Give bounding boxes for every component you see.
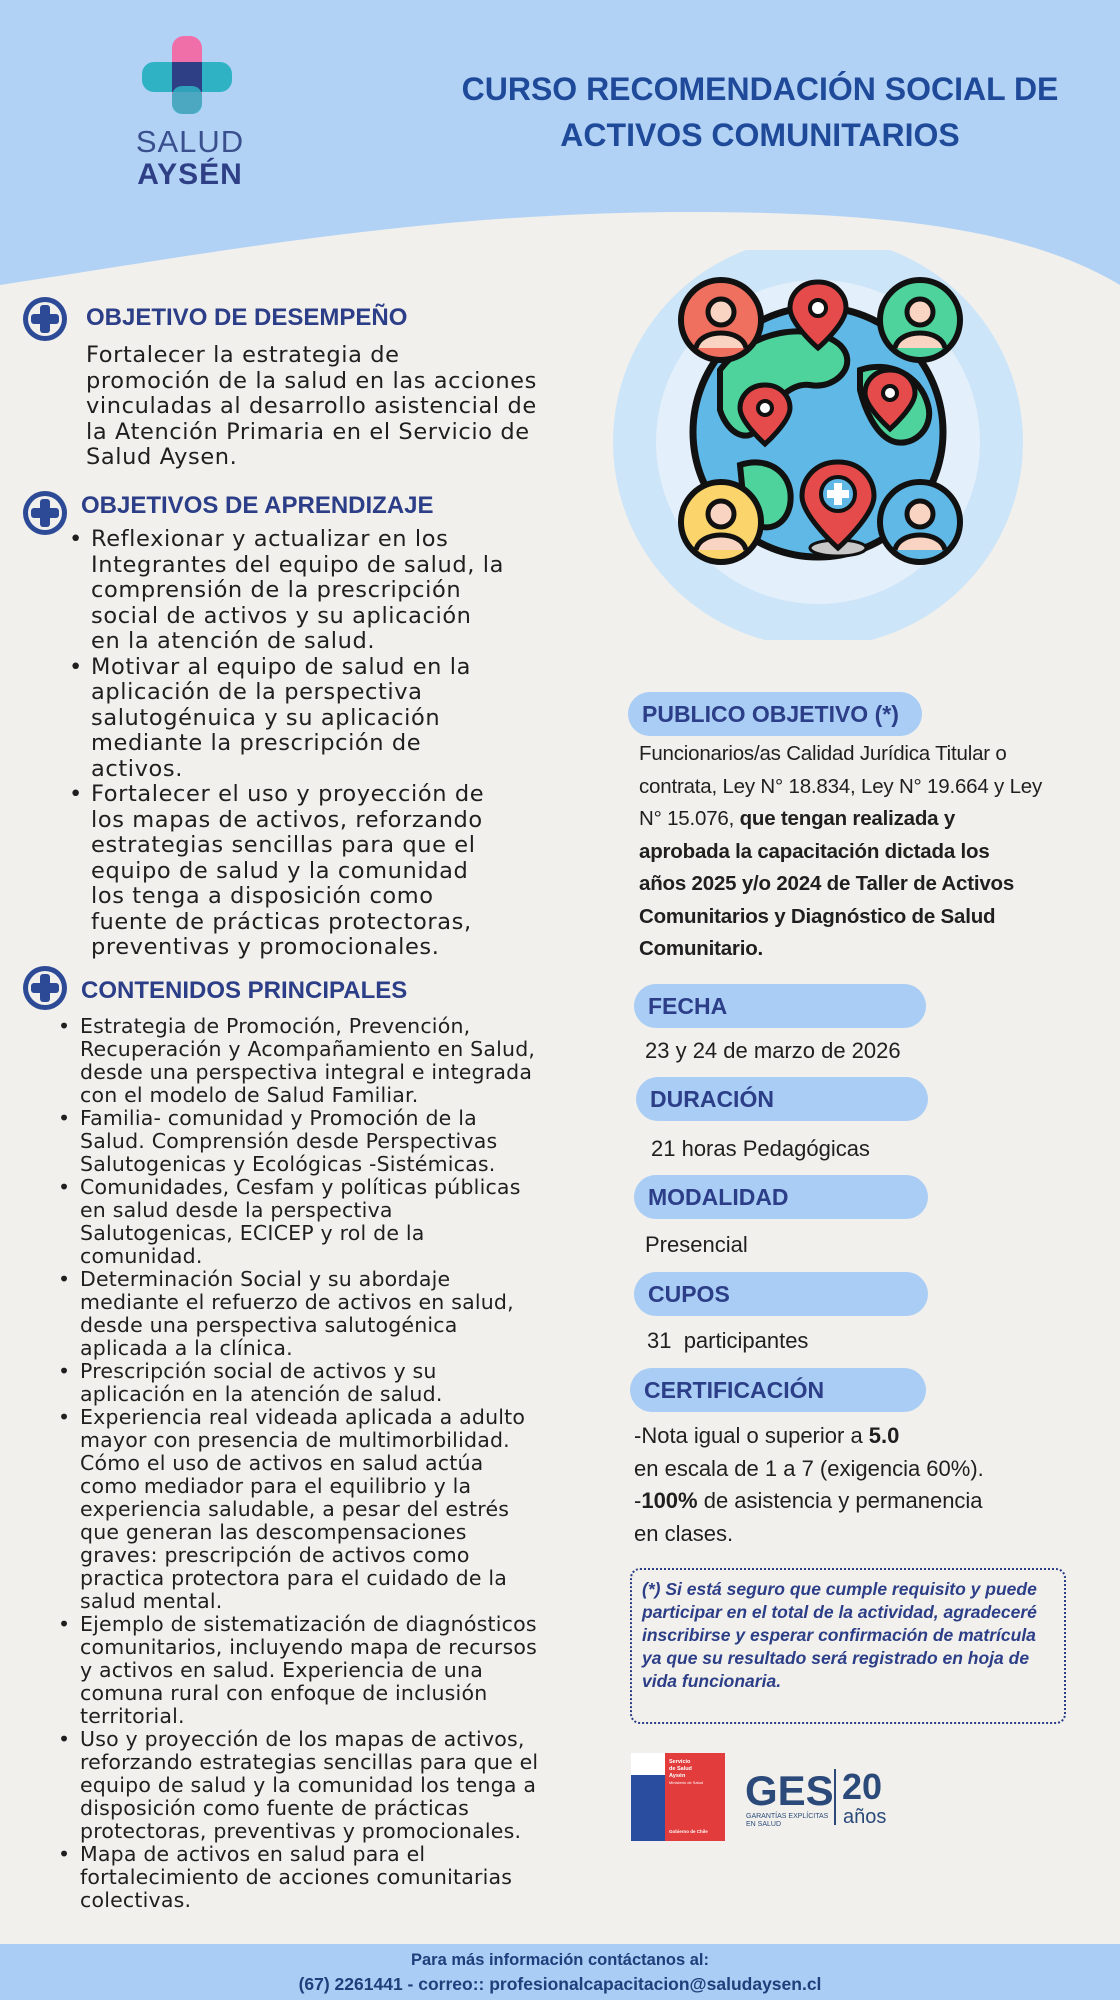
text-line: aprobada la capacitación dictada los [639, 839, 990, 863]
text-line: desde una perspectiva integral e integrada [80, 1060, 533, 1084]
text-span-bold: 5.0 [868, 1423, 900, 1448]
course-title-line1: CURSO RECOMENDACIÓN SOCIAL DE [461, 71, 1059, 107]
text-line: reforzando estrategias sencillas para que el [80, 1750, 539, 1774]
text-line [639, 803, 1079, 836]
text-line: estrategias sencillas para que el [91, 832, 476, 858]
list-item [91, 527, 571, 655]
text-line: • Ejemplo de sistematización de diagnósticos [80, 1612, 537, 1636]
text-line: Salutogenicas y Ecológicas -Sistémicas. [80, 1152, 496, 1176]
text-span-bold: 100% [641, 1488, 698, 1513]
text-line: • Experiencia real videada aplicada a adulto [80, 1405, 526, 1429]
gob-logo-text: Aysén [669, 1773, 686, 1779]
text-line: activos. [91, 755, 183, 782]
text-line: promoción de la salud en las acciones [86, 367, 537, 394]
person-icon [880, 482, 960, 562]
text-line: colectivas. [80, 1888, 192, 1912]
text-line: Salutogenicas, ECICEP y rol de la [80, 1221, 425, 1245]
text-line: Integrantes del equipo de salud, la [91, 551, 504, 578]
label-certificacion: CERTIFICACIÓN [630, 1368, 926, 1412]
fecha-value: 23 y 24 de marzo de 2026 [645, 1038, 901, 1063]
heading-objetivos-aprendizaje: OBJETIVOS DE APRENDIZAJE [81, 492, 434, 519]
text-line: social de activos y su aplicación [91, 602, 472, 629]
text-line: comunitarios, incluyendo mapa de recursos [80, 1635, 538, 1659]
text-span: de asistencia y permanencia [697, 1488, 983, 1513]
heading-contenidos-principales: CONTENIDOS PRINCIPALES [81, 977, 408, 1004]
ges-logo-subtext: EN SALUD [746, 1821, 782, 1828]
list-item [91, 782, 571, 961]
text-line: en la atención de salud. [91, 628, 376, 654]
ges-logo-text: GES [745, 1767, 834, 1814]
text-line: graves: prescripción de activos como [80, 1543, 470, 1567]
text-span-bold: que tengan realizada y [739, 807, 956, 830]
text-line: Recuperación y Acompañamiento en Salud, [80, 1037, 536, 1061]
ges-logo-number: 20 [842, 1766, 883, 1807]
list-item [80, 1360, 590, 1406]
text-line: Comunitario. [639, 937, 764, 960]
text-line: Comunitarios y Diagnóstico de Salud [639, 904, 996, 928]
text-line: los mapas de activos, reforzando [91, 806, 483, 833]
text-line: comuna rural con enfoque de inclusión [80, 1681, 488, 1705]
person-icon [681, 280, 761, 360]
gob-logo-text: Servicio [669, 1759, 691, 1765]
plus-circle-icon [22, 490, 68, 536]
text-line: preventivas y promocionales. [91, 934, 440, 960]
person-icon [880, 280, 960, 360]
text-line: • Motivar al equipo de salud en la [91, 653, 472, 680]
text-line: territorial. [80, 1704, 185, 1728]
text-line: • Comunidades, Cesfam y políticas públicas [80, 1175, 521, 1199]
text-line: Cómo el uso de activos en salud actúa [80, 1451, 484, 1475]
ges-20-anos-logo [745, 1765, 905, 1831]
servicio-salud-aysen-logo [631, 1753, 725, 1841]
text-line: comunidad. [80, 1244, 203, 1268]
community-globe-illustration [610, 250, 1030, 640]
heading-objetivo-desempeno: OBJETIVO DE DESEMPEÑO [86, 304, 408, 331]
plus-circle-icon [22, 296, 68, 342]
course-title-line2: ACTIVOS COMUNITARIOS [560, 117, 960, 153]
text-span: -Nota igual o superior a [634, 1423, 869, 1448]
text-line: mayor con presencia de multimorbilidad. [80, 1428, 510, 1452]
text-line: Salud. Comprensión desde Perspectivas [80, 1129, 498, 1153]
text-line: • Familia- comunidad y Promoción de la [80, 1106, 477, 1130]
cupos-value: 31 participantes [647, 1328, 809, 1353]
objetivos-aprendizaje-list [91, 527, 571, 961]
text-line: los tenga a disposición como [91, 883, 434, 909]
modalidad-value: Presencial [645, 1232, 748, 1257]
text-line: protectoras, preventivas y promocionales. [80, 1819, 522, 1843]
text-line: salud mental. [80, 1589, 223, 1613]
contact-footer [0, 1944, 1120, 2000]
text-line: fortalecimiento de acciones comunitarias [80, 1865, 513, 1889]
course-title [420, 66, 1100, 158]
text-line: equipo de salud y la comunidad [91, 857, 469, 884]
text-line: • Prescripción social de activos y su [80, 1359, 437, 1383]
text-line: como mediador para el equilibrio y la [80, 1474, 472, 1498]
text-span: - [634, 1488, 642, 1513]
objetivo-desempeno-text [86, 343, 576, 471]
text-line: equipo de salud y la comunidad los tenga a [80, 1773, 537, 1797]
list-item [80, 1406, 590, 1613]
text-line: Fortalecer la estrategia de [86, 342, 400, 368]
text-line: mediante la prescripción de [91, 730, 422, 756]
text-line: • Mapa de activos en salud para el [80, 1842, 426, 1866]
health-cross-icon [120, 28, 260, 128]
certificacion-text [634, 1420, 1074, 1550]
text-line: vinculadas al desarrollo asistencial de [86, 393, 537, 419]
text-line: • Uso y proyección de los mapas de activos, [80, 1727, 525, 1751]
label-fecha: FECHA [634, 984, 926, 1028]
text-line: la Atención Primaria en el Servicio de [86, 418, 530, 445]
logo-text-salud: SALUD [135, 124, 245, 159]
text-line: desde una perspectiva salutogénica [80, 1313, 458, 1337]
label-publico-objetivo: PUBLICO OBJETIVO (*) [628, 692, 922, 736]
text-line: • Determinación Social y su abordaje [80, 1267, 451, 1291]
text-line: en escala de 1 a 7 (exigencia 60%). [634, 1455, 984, 1481]
list-item [80, 1728, 590, 1843]
text-line [634, 1485, 1074, 1518]
text-line: y activos en salud. Experiencia de una [80, 1658, 483, 1682]
text-line: • Reflexionar y actualizar en los [91, 526, 449, 552]
text-line: fuente de prácticas protectoras, [91, 908, 472, 935]
text-line: • Fortalecer el uso y proyección de [91, 781, 485, 807]
text-line: mediante el refuerzo de activos en salud, [80, 1290, 514, 1314]
text-line: comprensión de la prescripción [91, 577, 462, 603]
text-line: salutogénuica y su aplicación [91, 704, 441, 731]
text-line: practica protectora para el cuidado de la [80, 1566, 508, 1590]
duracion-value: 21 horas Pedagógicas [651, 1136, 870, 1161]
text-line: aplicación en la atención de salud. [80, 1382, 443, 1406]
text-line: aplicación de la perspectiva [91, 679, 423, 705]
person-icon [681, 482, 761, 562]
gob-logo-text: de Salud [669, 1766, 692, 1772]
label-cupos: CUPOS [634, 1272, 928, 1316]
text-line: Funcionarios/as Calidad Jurídica Titular o [639, 742, 1007, 765]
label-modalidad: MODALIDAD [634, 1175, 928, 1219]
list-item [80, 1268, 590, 1360]
text-line: con el modelo de Salud Familiar. [80, 1083, 419, 1107]
text-line: disposición como fuente de prácticas [80, 1796, 470, 1820]
text-line: Salud Aysen. [86, 444, 238, 470]
footer-line1: Para más información contáctanos al: [410, 1951, 709, 1969]
text-line: • Estrategia de Promoción, Prevención, [80, 1014, 471, 1038]
text-line: contrata, Ley N° 18.834, Ley N° 19.664 y Ley [639, 774, 1043, 798]
text-line: que generan las descompensaciones [80, 1520, 467, 1544]
list-item [91, 655, 571, 783]
contenidos-principales-list [80, 1015, 590, 1912]
list-item [80, 1015, 590, 1107]
list-item [80, 1176, 590, 1268]
plus-circle-icon [22, 965, 68, 1011]
label-duracion: DURACIÓN [636, 1077, 928, 1121]
gob-logo-text: Ministerio de Salud [669, 1780, 704, 1785]
gob-logo-text: Gobierno de Chile [669, 1829, 708, 1834]
ges-logo-anos: años [843, 1806, 887, 1828]
text-line [634, 1420, 1074, 1453]
ges-logo-subtext: GARANTÍAS EXPLÍCITAS [746, 1813, 829, 1820]
list-item [80, 1107, 590, 1176]
list-item [80, 1843, 590, 1912]
requisito-note: (*) Si está seguro que cumple requisito y puede participar en el total de la actividad, agradeceré inscribirse y esperar confirmación de matrícula ya que su resultado será registrado en hoja de vida funcionaria. [630, 1568, 1066, 1724]
footer-contact: (67) 2261441 - correo:: profesionalcapacitacion@saludaysen.cl [298, 1974, 822, 1994]
list-item [80, 1613, 590, 1728]
logo-text-aysen: AYSÉN [137, 158, 243, 191]
salud-aysen-logo [120, 28, 260, 198]
text-line: experiencia saludable, a pesar del estrés [80, 1497, 510, 1521]
publico-objetivo-text [639, 738, 1079, 966]
text-line: en salud desde la perspectiva [80, 1198, 393, 1222]
text-line: aplicada a la clínica. [80, 1336, 293, 1360]
text-line: en clases. [634, 1520, 734, 1546]
text-span: N° 15.076, [639, 807, 740, 830]
text-line: años 2025 y/o 2024 de Taller de Activos [639, 872, 1015, 895]
